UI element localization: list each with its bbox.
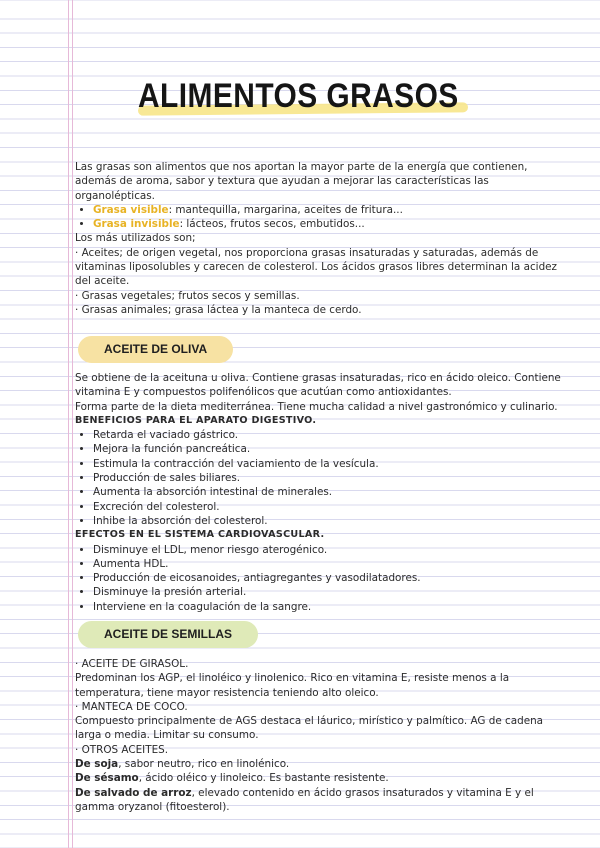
- list-item-text: : mantequilla, margarina, aceites de fritura...: [168, 203, 403, 216]
- list-item: • Estimula la contracción del vaciamiento de la vesícula.: [93, 457, 570, 471]
- list-item: • Inhibe la absorción del colesterol.: [93, 514, 570, 528]
- list-item: [93, 203, 570, 217]
- oil-name: De soja: [75, 758, 119, 771]
- margin-line-left: [68, 0, 69, 848]
- otros-title: · OTROS ACEITES.: [75, 743, 169, 756]
- page-title: ALIMENTOS GRASOS: [138, 77, 459, 115]
- list-item-text: : lácteos, frutos secos, embutidos...: [179, 218, 365, 231]
- list-item: • Aumenta HDL.: [93, 557, 570, 571]
- girasol-title: · ACEITE DE GIRASOL.: [75, 658, 189, 670]
- list-item: • Retarda el vaciado gástrico.: [93, 428, 570, 442]
- list-item: • Disminuye el LDL, menor riesgo aterogénico.: [93, 543, 570, 557]
- oil-name: De salvado de arroz: [75, 786, 192, 799]
- oliva-paragraph: Se obtiene de la aceituna u oliva. Contiene grasas insaturadas, rico en ácido oleico. Contiene vitamina E y compuestos polifenólicos que acutúan como antioxidantes.: [75, 372, 561, 399]
- list-item: • Producción de sales biliares.: [93, 471, 570, 485]
- list-item: • Aumenta la absorción intestinal de minerales.: [93, 485, 570, 499]
- keyword: Grasa invisible: [93, 218, 180, 231]
- oil-description: , ácido oléico y linoleico. Es bastante resistente.: [138, 772, 389, 785]
- title-block: [138, 76, 468, 126]
- list-item: • Producción de eicosanoides, antiagregantes y vasodilatadores.: [93, 571, 570, 585]
- girasol-text: Predominan los AGP, el linoléico y linolenico. Rico en vitamina E, resiste menos a la temperatura, tiene mayor resistencia teniendo alto oleico.: [75, 672, 510, 699]
- oil-description: , sabor neutro, rico en linolénico.: [118, 758, 290, 771]
- intro-section: [75, 160, 570, 317]
- list-item: • Interviene en la coagulación de la sangre.: [93, 600, 570, 614]
- oliva-paragraph: Forma parte de la dieta mediterránea. Tiene mucha calidad a nivel gastronómico y culinario.: [75, 400, 558, 413]
- intro-line: · Aceites; de origen vegetal, nos proporciona grasas insaturadas y saturadas, además de vitaminas liposolubles y carecen de colesterol. Los ácidos grasos libres determinan la acidez del aceite.: [75, 246, 558, 288]
- semillas-section: [75, 657, 570, 814]
- subheading-beneficios: BENEFICIOS PARA EL APARATO DIGESTIVO.: [75, 414, 317, 426]
- oliva-section: [75, 371, 570, 614]
- otros-item: [75, 771, 570, 785]
- keyword: Grasa visible: [93, 203, 169, 216]
- intro-paragraph: Las grasas son alimentos que nos aportan la mayor parte de la energía que contienen, además de aroma, sabor y textura que ayudan a mejorar las características las organolépticas.: [75, 161, 528, 202]
- intro-line: · Grasas animales; grasa láctea y la manteca de cerdo.: [75, 303, 362, 316]
- otros-item: [75, 786, 570, 815]
- coco-text: Compuesto principalmente de AGS destaca el láurico, mirístico y palmítico. AG de cadena larga o media. Limitar su consumo.: [75, 715, 544, 742]
- coco-title: · MANTECA DE COCO.: [75, 700, 188, 713]
- oil-description: , elevado contenido en ácido grasos insaturados y vitamina E y el gamma oryzanol (fitoesterol).: [75, 786, 534, 813]
- section-heading-aceite-de-semillas: ACEITE DE SEMILLAS: [78, 621, 258, 648]
- list-item: • Mejora la función pancreática.: [93, 442, 570, 456]
- list-item: • Excreción del colesterol.: [93, 500, 570, 514]
- efectos-list: [75, 543, 570, 614]
- intro-bullet-list: [75, 203, 570, 232]
- list-item: [93, 217, 570, 231]
- intro-line: · Grasas vegetales; frutos secos y semillas.: [75, 289, 300, 302]
- list-item: • Disminuye la presión arterial.: [93, 585, 570, 599]
- otros-item: [75, 757, 570, 771]
- subheading-efectos: EFECTOS EN EL SISTEMA CARDIOVASCULAR.: [75, 529, 325, 541]
- intro-line: Los más utilizados son;: [75, 232, 196, 245]
- section-heading-aceite-de-oliva: ACEITE DE OLIVA: [78, 336, 233, 363]
- beneficios-list: [75, 428, 570, 528]
- margin-line-right: [72, 0, 73, 848]
- oil-name: De sésamo: [75, 772, 139, 785]
